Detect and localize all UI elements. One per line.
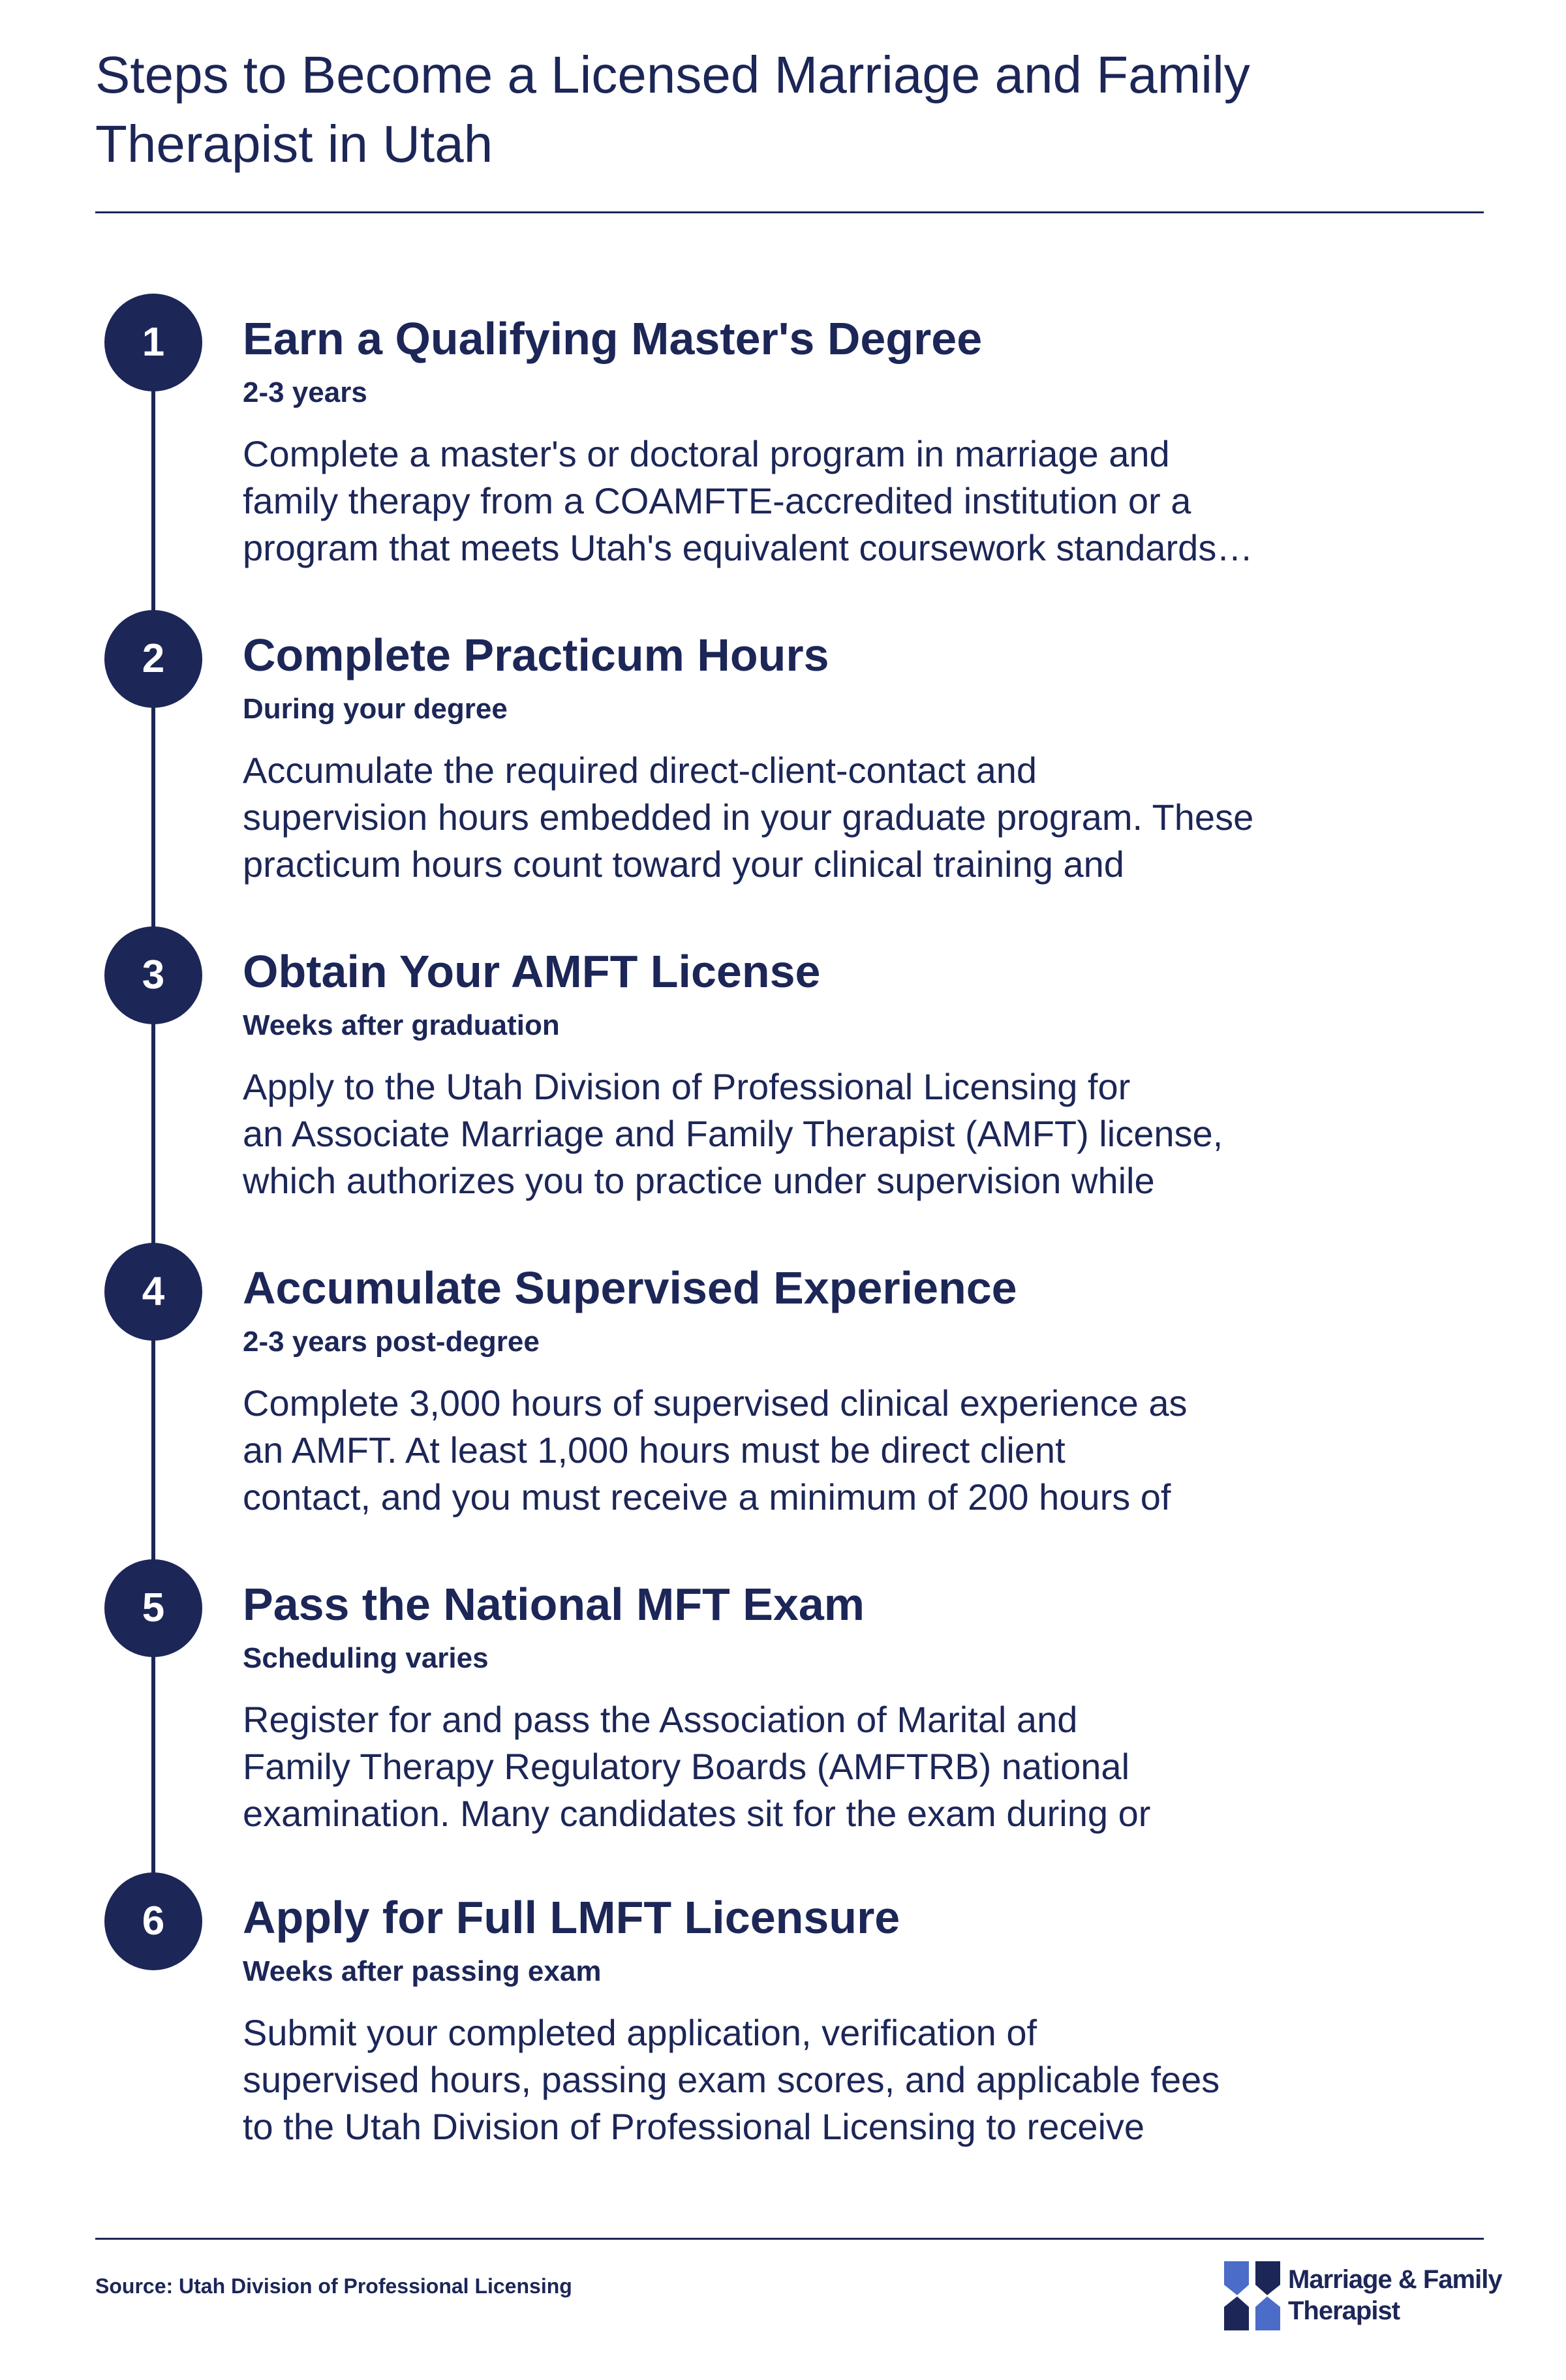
step-duration: During your degree — [243, 693, 508, 725]
step-description — [243, 1063, 1300, 1204]
step-duration: Weeks after passing exam — [243, 1955, 602, 1987]
step-description-line: to the Utah Division of Professional Licensing to receive — [243, 2106, 1145, 2147]
step-description-line: examination. Many candidates sit for the exam during or — [243, 1793, 1151, 1834]
step-item — [0, 1872, 1566, 2188]
step-title: Apply for Full LMFT Licensure — [243, 1892, 900, 1943]
step-title: Obtain Your AMFT License — [243, 946, 821, 997]
step-number-badge: 3 — [104, 926, 202, 1024]
step-number-badge: 1 — [104, 294, 202, 391]
step-description — [243, 1696, 1300, 1837]
page-title: Steps to Become a Licensed Marriage and Family Therapist in Utah — [95, 46, 1250, 173]
step-description-line: contact, and you must receive a minimum of 200 hours of — [243, 1476, 1171, 1518]
step-description-line: family therapy from a COAMFTE-accredited institution or a — [243, 480, 1191, 521]
step-description-line: which authorizes you to practice under supervision while — [243, 1160, 1155, 1201]
step-description — [243, 1380, 1300, 1521]
step-title: Earn a Qualifying Master's Degree — [243, 313, 983, 364]
step-number-badge: 4 — [104, 1243, 202, 1341]
step-description-line: program that meets Utah's equivalent coursework standards… — [243, 527, 1253, 568]
step-description — [243, 747, 1300, 888]
step-item — [0, 294, 1566, 609]
footer-divider — [95, 2238, 1484, 2240]
step-title: Pass the National MFT Exam — [243, 1579, 865, 1630]
brand-logo — [1223, 2257, 1502, 2336]
source-credit: Source: Utah Division of Professional Licensing — [95, 2274, 572, 2298]
step-description-line: Complete 3,000 hours of supervised clinical experience as — [243, 1382, 1188, 1424]
step-item — [0, 610, 1566, 926]
header-divider — [95, 211, 1484, 213]
step-description-line: Family Therapy Regulatory Boards (AMFTRB) national — [243, 1746, 1130, 1787]
step-item — [0, 1559, 1566, 1875]
step-description — [243, 431, 1300, 572]
step-description-line: an Associate Marriage and Family Therapist (AMFT) license, — [243, 1113, 1223, 1154]
brand-logo-line: Therapist — [1288, 2296, 1400, 2325]
step-number-badge: 5 — [104, 1559, 202, 1657]
brand-logo-text — [1288, 2264, 1502, 2327]
mft-logo-mark-icon — [1223, 2260, 1282, 2332]
step-duration: Scheduling varies — [243, 1642, 489, 1674]
step-duration: 2-3 years post-degree — [243, 1326, 540, 1358]
step-description-line: Register for and pass the Association of Marital and — [243, 1699, 1078, 1740]
step-title: Complete Practicum Hours — [243, 630, 829, 680]
step-item — [0, 926, 1566, 1242]
step-description-line: supervised hours, passing exam scores, and applicable fees — [243, 2059, 1220, 2100]
step-description-line: Accumulate the required direct-client-contact and — [243, 750, 1037, 791]
brand-logo-line: Marriage & Family — [1288, 2265, 1502, 2294]
step-title: Accumulate Supervised Experience — [243, 1262, 1017, 1313]
step-number-badge: 6 — [104, 1872, 202, 1970]
step-description — [243, 2009, 1300, 2150]
step-description-line: an AMFT. At least 1,000 hours must be direct client — [243, 1429, 1066, 1471]
step-description-line: Submit your completed application, verification of — [243, 2012, 1037, 2053]
step-duration: 2-3 years — [243, 376, 367, 408]
step-description-line: supervision hours embedded in your graduate program. These — [243, 797, 1254, 838]
step-number-badge: 2 — [104, 610, 202, 708]
step-description-line: Apply to the Utah Division of Professional Licensing for — [243, 1066, 1131, 1107]
step-duration: Weeks after graduation — [243, 1009, 560, 1041]
step-item — [0, 1243, 1566, 1559]
step-description-line: practicum hours count toward your clinical training and — [243, 844, 1124, 885]
step-description-line: Complete a master's or doctoral program in marriage and — [243, 433, 1170, 474]
